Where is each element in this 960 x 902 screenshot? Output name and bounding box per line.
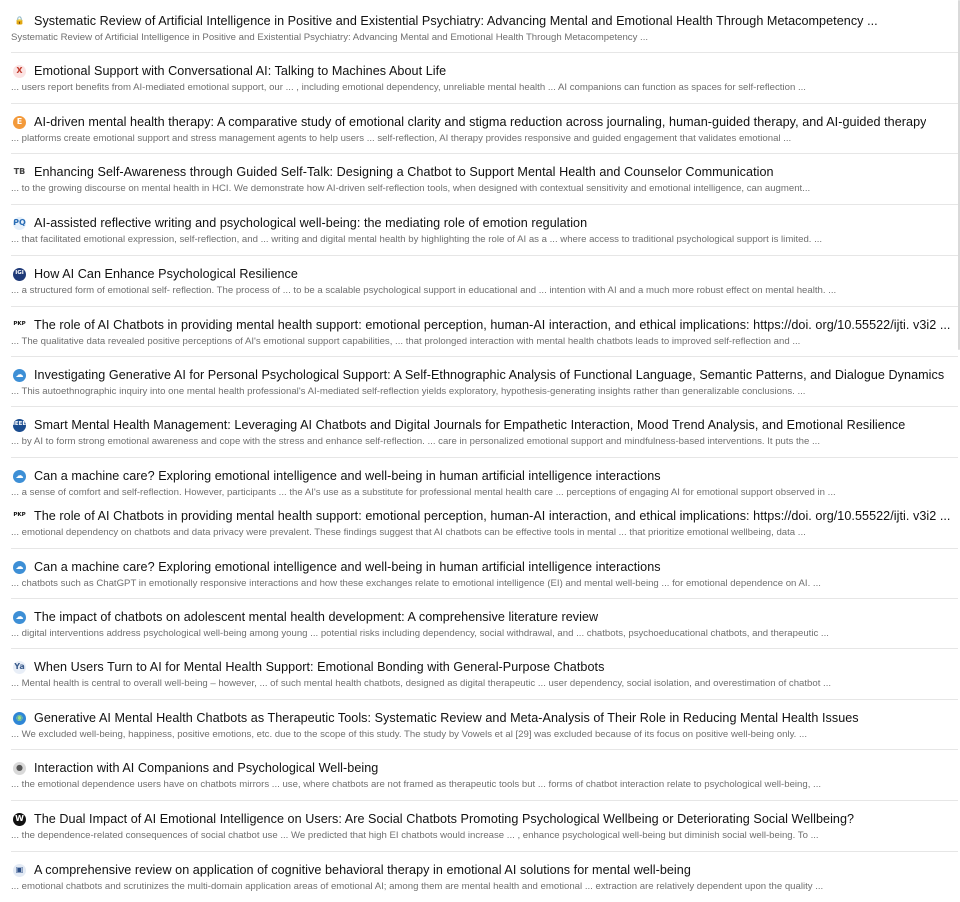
result-snippet: ... emotional chatbots and scrutinizes the multi-domain application areas of emotional AI; among them are mental health and emotional ... extraction are relatively dependent upon the quality ... (11, 881, 824, 892)
cloud-logo-icon: ☁ (13, 369, 26, 382)
search-result-item[interactable] (0, 810, 958, 841)
result-title-row (11, 507, 958, 525)
result-title-link[interactable]: Enhancing Self-Awareness through Guided Self-Talk: Designing a Chatbot to Support Mental Health and Counselor Communication (34, 165, 774, 179)
w-logo-icon: W (13, 813, 26, 826)
search-result-item[interactable] (0, 608, 958, 639)
result-snippet: Systematic Review of Artificial Intelligence in Positive and Existential Psychiatry: Advancing Mental and Emotional Health Through Metacompetency ... (11, 32, 649, 43)
search-result-item[interactable] (0, 709, 958, 740)
result-title-link[interactable]: Can a machine care? Exploring emotional intelligence and well-being in human artificial intelligence interactions (34, 560, 661, 574)
result-snippet: ... The qualitative data revealed positive perceptions of AI's emotional support capabilities, ... that prolonged interaction with mental health chatbots leads to improved self-reflection and ... (11, 336, 801, 347)
search-result-item[interactable] (0, 62, 958, 93)
search-result-item[interactable] (0, 163, 958, 194)
result-snippet: ... to the growing discourse on mental health in HCI. We demonstrate how AI-driven self-reflection tools, when designed with contextual sensitivity and emotional intelligence, can augment... (11, 183, 811, 194)
search-result-item[interactable] (0, 366, 958, 397)
search-result-item[interactable] (0, 467, 958, 498)
result-title-row (11, 810, 958, 828)
result-divider (11, 52, 958, 53)
result-snippet: ... a structured form of emotional self- reflection. The process of ... to be a scalable psychological support in educational and ... intention with AI and a much more robust effect on mental health. ... (11, 285, 837, 296)
result-title-row (11, 861, 958, 879)
result-title-link[interactable]: Investigating Generative AI for Personal Psychological Support: A Self-Ethnographic Analysis of Functional Language, Semantic Patterns, and Dialogue Dynamics (34, 368, 945, 382)
result-title-link[interactable]: When Users Turn to AI for Mental Health Support: Emotional Bonding with General-Purpose Chatbots (34, 660, 605, 674)
pkp-logo-icon: PKP (13, 510, 26, 523)
result-title-row (11, 416, 958, 434)
result-title-link[interactable]: The impact of chatbots on adolescent mental health development: A comprehensive literature review (34, 610, 599, 624)
search-result-item[interactable] (0, 507, 958, 538)
result-title-link[interactable]: Can a machine care? Exploring emotional intelligence and well-being in human artificial intelligence interactions (34, 469, 661, 483)
result-snippet: ... We excluded well-being, happiness, positive emotions, etc. due to the scope of this study. The study by Vowels et al [29] was excluded because of its focus on positive well-being only. ... (11, 729, 808, 740)
ieee-logo-icon: IEEE (13, 419, 26, 432)
publisher-logo-icon: Ya (13, 661, 26, 674)
result-snippet: ... the dependence-related consequences of social chatbot use ... We predicted that high EI chatbots would increase ... , enhance psychological well-being but diminish social well-being. To ... (11, 830, 819, 841)
result-title-row (11, 467, 958, 485)
result-snippet: ... users report benefits from AI-mediated emotional support, our ... , including emotional dependency, unreliable mental health ... AI companions can function as spaces for self-reflection ... (11, 82, 806, 93)
result-snippet: ... digital interventions address psychological well-being among young ... potential risks including dependency, social withdrawal, and ... chatbots, psychoeducational chatbots, and therapeutic ... (11, 628, 829, 639)
result-title-row (11, 709, 958, 727)
result-title-link[interactable]: AI-driven mental health therapy: A comparative study of emotional clarity and stigma reduction across journaling, human-guided therapy, and AI-guided therapy (34, 115, 927, 129)
igi-logo-icon: IGI (13, 268, 26, 281)
result-title-link[interactable]: Smart Mental Health Management: Leveraging AI Chatbots and Digital Journals for Empathetic Interaction, Mood Trend Analysis, and Emotional Resilience (34, 418, 906, 432)
result-snippet: ... chatbots such as ChatGPT in emotionally responsive interactions and how these exchanges relate to emotional intelligence (EI) and mental well-being ... for emotional dependence on AI. ... (11, 578, 821, 589)
cloud-logo-icon: ☁ (13, 561, 26, 574)
publisher-logo-icon: ● (13, 762, 26, 775)
search-result-item[interactable] (0, 759, 958, 790)
result-title-link[interactable]: AI-assisted reflective writing and psychological well-being: the mediating role of emotion regulation (34, 216, 588, 230)
result-title-row (11, 113, 958, 131)
search-result-item[interactable] (0, 113, 958, 144)
result-divider (11, 356, 958, 357)
result-title-row (11, 163, 958, 181)
search-result-item[interactable] (0, 316, 958, 347)
result-divider (11, 749, 958, 750)
result-title-link[interactable]: A comprehensive review on application of cognitive behavioral therapy in emotional AI solutions for mental well-being (34, 863, 691, 877)
result-title-row (11, 12, 958, 30)
cloud-logo-icon: ☁ (13, 611, 26, 624)
result-title-row (11, 214, 958, 232)
result-title-link[interactable]: The Dual Impact of AI Emotional Intelligence on Users: Are Social Chatbots Promoting Psychological Wellbeing or Deteriorating Social Wellbeing? (34, 812, 855, 826)
result-title-link[interactable]: Emotional Support with Conversational AI: Talking to Machines About Life (34, 64, 447, 78)
result-snippet: ... by AI to form strong emotional awareness and cope with the stress and enhance self-reflection. ... care in personalized emotional support and mindfulness-based interventions. It puts the ... (11, 436, 820, 447)
result-divider (11, 306, 958, 307)
result-divider (11, 406, 958, 407)
result-title-row (11, 366, 958, 384)
result-snippet: ... emotional dependency on chatbots and data privacy were prevalent. These findings suggest that AI chatbots can be effective tools in mental ... that prioritize emotional wellbeing, data ... (11, 527, 806, 538)
globe-logo-icon: ◉ (13, 712, 26, 725)
search-result-item[interactable] (0, 416, 958, 447)
e-logo-icon: E (13, 116, 26, 129)
search-result-item[interactable] (0, 265, 958, 296)
result-divider (11, 800, 958, 801)
publisher-logo-icon: TB (13, 166, 26, 179)
result-snippet: ... Mental health is central to overall well-being – however, ... of such mental health chatbots, designed as digital therapeutic ... user dependency, social isolation, and overestimation of chatbot ... (11, 678, 832, 689)
search-result-item[interactable] (0, 12, 958, 43)
result-divider (11, 457, 958, 458)
result-snippet: ... a sense of comfort and self-reflection. However, participants ... the AI's use as a substitute for professional mental health care ... perceptions of engaging AI for emotional support observed in ... (11, 487, 836, 498)
result-title-row (11, 658, 958, 676)
result-title-row (11, 265, 958, 283)
pkp-logo-icon: PKP (13, 319, 26, 332)
result-divider (11, 699, 958, 700)
publisher-logo-icon: ▣ (13, 864, 26, 877)
result-snippet: ... that facilitated emotional expression, self-reflection, and ... writing and digital mental health by highlighting the role of AI as a ... where access to traditional psychological support is limited. ... (11, 234, 823, 245)
result-snippet: ... the emotional dependence users have on chatbots mirrors ... use, where chatbots are not framed as therapeutic tools but ... forms of chatbot interaction relate to psychological well-being, ... (11, 779, 822, 790)
result-title-row (11, 608, 958, 626)
result-title-link[interactable]: Systematic Review of Artificial Intelligence in Positive and Existential Psychiatry: Advancing Mental and Emotional Health Through Metacompetency ... (34, 14, 878, 28)
result-divider (11, 648, 958, 649)
result-divider (11, 548, 958, 549)
lock-icon: 🔒 (13, 15, 26, 28)
result-divider (11, 598, 958, 599)
result-snippet: ... This autoethnographic inquiry into one mental health professional's AI-mediated self-reflection yields exploratory, hypothesis-generating insights rather than generalizable conclusions. ... (11, 386, 806, 397)
result-title-row (11, 62, 958, 80)
x-logo-icon: X (13, 65, 26, 78)
result-title-row (11, 558, 958, 576)
result-title-link[interactable]: Generative AI Mental Health Chatbots as Therapeutic Tools: Systematic Review and Meta-Analysis of Their Role in Reducing Mental Health Issues (34, 711, 859, 725)
result-snippet: ... platforms create emotional support and stress management agents to help users ... self-reflection, AI therapy provides responsive and guided engagement that validates emotional ... (11, 133, 792, 144)
result-divider (11, 851, 958, 852)
search-result-item[interactable] (0, 558, 958, 589)
cloud-logo-icon: ☁ (13, 470, 26, 483)
result-divider (11, 255, 958, 256)
result-divider (11, 153, 958, 154)
result-title-link[interactable]: Interaction with AI Companions and Psychological Well-being (34, 761, 379, 775)
pq-logo-icon: PQ (13, 217, 26, 230)
result-title-link[interactable]: The role of AI Chatbots in providing mental health support: emotional perception, human-AI interaction, and ethical implications: https://doi. org/10.55522/ijti. v3i2 ... (34, 509, 951, 523)
search-result-item[interactable] (0, 214, 958, 245)
result-divider (11, 103, 958, 104)
search-result-item[interactable] (0, 658, 958, 689)
result-title-row (11, 316, 958, 334)
result-divider (11, 204, 958, 205)
result-title-link[interactable]: The role of AI Chatbots in providing mental health support: emotional perception, human-AI interaction, and ethical implications: https://doi. org/10.55522/ijti. v3i2 ... (34, 318, 951, 332)
result-title-row (11, 759, 958, 777)
search-result-item[interactable] (0, 861, 958, 892)
result-title-link[interactable]: How AI Can Enhance Psychological Resilience (34, 267, 298, 281)
